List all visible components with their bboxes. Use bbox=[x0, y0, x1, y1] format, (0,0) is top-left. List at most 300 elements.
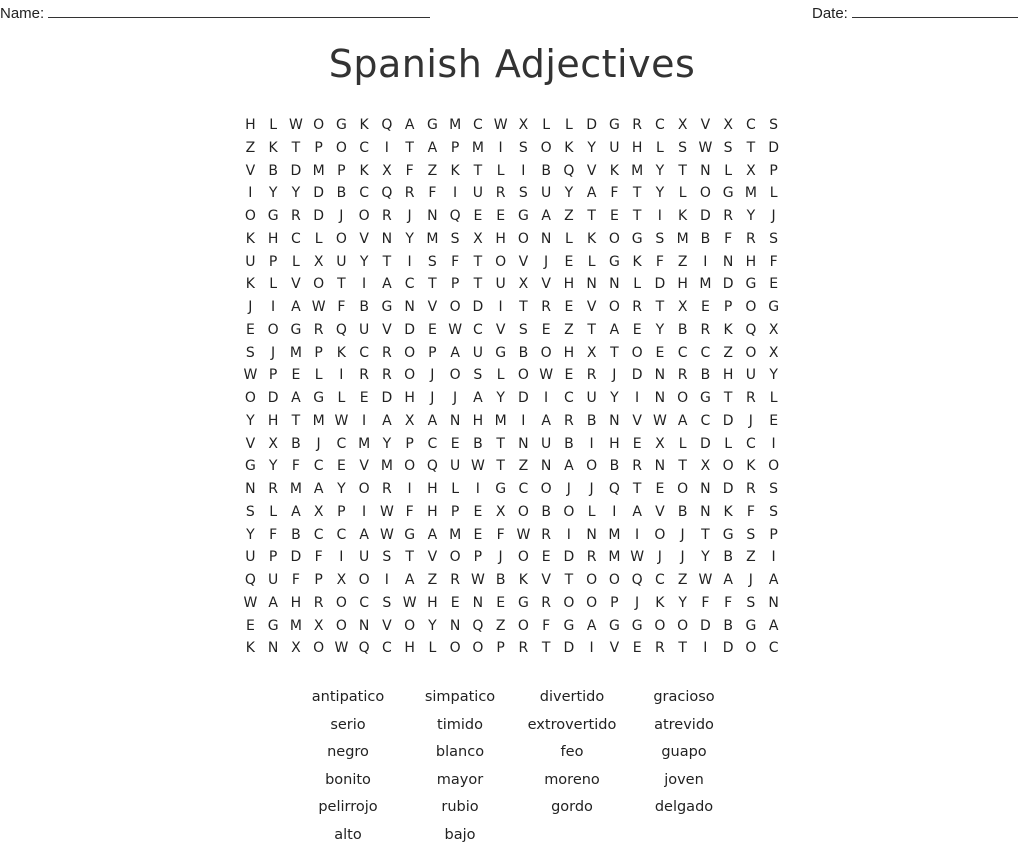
grid-letter: K bbox=[359, 117, 369, 133]
grid-letter: Q bbox=[449, 208, 461, 224]
grid-row bbox=[239, 455, 785, 478]
grid-letter: U bbox=[450, 458, 461, 475]
grid-row bbox=[239, 569, 785, 592]
grid-letter: E bbox=[564, 253, 574, 270]
grid-letter: O bbox=[335, 230, 347, 247]
grid-letter: C bbox=[745, 117, 756, 133]
grid-letter: A bbox=[632, 503, 642, 520]
grid-letter: L bbox=[269, 503, 278, 520]
grid-letter: F bbox=[496, 526, 505, 543]
grid-letter: U bbox=[745, 367, 756, 384]
grid-letter: Y bbox=[655, 185, 665, 202]
grid-letter: D bbox=[699, 208, 711, 224]
grid-letter: L bbox=[496, 367, 505, 384]
grid-letter: C bbox=[359, 344, 370, 361]
grid-letter: Y bbox=[268, 458, 278, 475]
grid-letter: T bbox=[496, 458, 505, 475]
grid-letter: K bbox=[632, 253, 642, 270]
grid-letter: M bbox=[449, 526, 462, 543]
grid-letter: R bbox=[313, 321, 324, 338]
grid-letter: F bbox=[428, 185, 437, 202]
grid-letter: T bbox=[337, 276, 346, 293]
grid-letter: O bbox=[540, 139, 552, 156]
grid-letter: Y bbox=[268, 185, 278, 202]
grid-letter: G bbox=[722, 526, 734, 543]
word-bank-item: gracioso bbox=[653, 689, 715, 705]
grid-letter: I bbox=[544, 390, 549, 406]
grid-letter: O bbox=[358, 572, 370, 588]
grid-letter: P bbox=[405, 435, 414, 452]
grid-letter: S bbox=[723, 139, 733, 156]
grid-letter: Y bbox=[769, 367, 778, 384]
grid-letter: A bbox=[609, 321, 620, 338]
grid-letter: G bbox=[745, 276, 757, 293]
grid-letter: N bbox=[654, 390, 666, 406]
grid-letter: U bbox=[359, 549, 370, 566]
grid-letter: O bbox=[517, 617, 529, 634]
grid-letter: T bbox=[428, 276, 437, 293]
grid-letter: I bbox=[453, 185, 458, 202]
grid-letter: N bbox=[586, 276, 597, 293]
grid-letter: O bbox=[404, 458, 416, 475]
grid-letter: P bbox=[337, 503, 346, 520]
grid-letter: G bbox=[517, 594, 529, 611]
grid-letter: V bbox=[586, 162, 597, 179]
grid-letter: H bbox=[245, 117, 256, 133]
grid-letter: O bbox=[608, 299, 620, 315]
grid-letter: T bbox=[473, 162, 483, 179]
grid-row bbox=[239, 501, 785, 524]
grid-letter: B bbox=[586, 412, 597, 429]
grid-letter: F bbox=[701, 594, 710, 611]
grid-letter: R bbox=[541, 526, 551, 543]
grid-letter: F bbox=[269, 526, 278, 543]
grid-letter: R bbox=[723, 208, 733, 224]
grid-letter: T bbox=[587, 208, 596, 224]
grid-row bbox=[239, 251, 785, 274]
grid-letter: B bbox=[723, 549, 733, 566]
grid-letter: S bbox=[382, 549, 392, 566]
grid-letter: Z bbox=[518, 458, 529, 475]
grid-letter: Y bbox=[246, 526, 255, 543]
grid-letter: O bbox=[472, 640, 484, 657]
date-blank-line bbox=[852, 3, 1018, 18]
grid-letter: T bbox=[541, 640, 551, 657]
grid-letter: B bbox=[291, 435, 301, 452]
grid-letter: S bbox=[655, 230, 665, 247]
grid-letter: M bbox=[312, 412, 325, 429]
grid-letter: N bbox=[700, 162, 711, 179]
grid-letter: F bbox=[314, 549, 323, 566]
grid-letter: O bbox=[313, 117, 325, 133]
grid-letter: F bbox=[746, 503, 755, 520]
grid-letter: S bbox=[518, 321, 528, 338]
word-bank-item: joven bbox=[664, 771, 704, 788]
grid-letter: M bbox=[744, 185, 757, 202]
grid-letter: W bbox=[698, 572, 713, 588]
grid-letter: I bbox=[635, 526, 640, 543]
grid-letter: K bbox=[678, 208, 688, 224]
grid-letter: W bbox=[243, 367, 258, 384]
grid-letter: K bbox=[587, 230, 597, 247]
grid-letter: O bbox=[540, 344, 552, 361]
grid-letter: F bbox=[542, 617, 551, 634]
grid-letter: B bbox=[268, 162, 278, 179]
grid-letter: Q bbox=[608, 481, 620, 497]
grid-letter: I bbox=[771, 435, 776, 452]
grid-row bbox=[239, 205, 785, 228]
grid-letter: J bbox=[680, 549, 685, 566]
word-bank-item: rubio bbox=[441, 799, 479, 815]
grid-letter: Y bbox=[382, 435, 392, 452]
grid-letter: Q bbox=[426, 458, 438, 475]
grid-letter: O bbox=[586, 594, 598, 611]
grid-letter: H bbox=[495, 230, 506, 247]
grid-letter: Z bbox=[677, 572, 688, 588]
grid-letter: N bbox=[404, 299, 415, 315]
grid-letter: P bbox=[268, 549, 278, 566]
grid-letter: N bbox=[449, 412, 461, 429]
grid-letter: W bbox=[698, 139, 713, 156]
grid-letter: D bbox=[517, 390, 529, 406]
grid-letter: T bbox=[405, 549, 414, 566]
grid-letter: U bbox=[336, 253, 347, 270]
grid-letter: O bbox=[722, 458, 734, 475]
grid-letter: C bbox=[336, 435, 347, 452]
grid-letter: O bbox=[654, 526, 666, 543]
grid-row bbox=[239, 296, 785, 319]
grid-letter: X bbox=[518, 276, 529, 293]
grid-letter: O bbox=[608, 572, 620, 588]
grid-letter: O bbox=[654, 617, 666, 634]
grid-letter: I bbox=[475, 481, 480, 497]
grid-letter: E bbox=[769, 276, 779, 293]
grid-letter: V bbox=[586, 299, 597, 315]
grid-letter: A bbox=[723, 572, 733, 588]
grid-letter: I bbox=[339, 367, 344, 384]
grid-letter: F bbox=[451, 253, 460, 270]
grid-letter: J bbox=[248, 299, 253, 315]
grid-letter: D bbox=[290, 549, 302, 566]
grid-letter: V bbox=[359, 458, 369, 475]
grid-letter: P bbox=[450, 503, 460, 520]
grid-letter: N bbox=[518, 435, 529, 452]
grid-letter: M bbox=[699, 276, 712, 293]
grid-letter: W bbox=[652, 412, 667, 429]
grid-letter: L bbox=[314, 230, 323, 247]
grid-letter: U bbox=[359, 321, 370, 338]
grid-letter: V bbox=[427, 299, 438, 315]
grid-letter: K bbox=[245, 276, 255, 293]
grid-letter: E bbox=[473, 526, 483, 543]
grid-letter: E bbox=[541, 321, 551, 338]
grid-letter: D bbox=[381, 390, 393, 406]
grid-letter: N bbox=[358, 617, 370, 634]
grid-letter: E bbox=[655, 344, 665, 361]
grid-letter: B bbox=[609, 458, 620, 475]
grid-letter: C bbox=[677, 344, 688, 361]
grid-letter: R bbox=[382, 367, 392, 384]
grid-letter: R bbox=[632, 117, 642, 133]
grid-letter: R bbox=[450, 572, 460, 588]
grid-letter: D bbox=[631, 367, 643, 384]
grid-letter: I bbox=[248, 185, 253, 202]
grid-letter: H bbox=[290, 594, 302, 611]
grid-letter: W bbox=[288, 117, 303, 133]
grid-letter: T bbox=[564, 572, 574, 588]
grid-letter: A bbox=[404, 572, 415, 588]
grid-letter: B bbox=[291, 526, 301, 543]
grid-letter: D bbox=[472, 299, 484, 315]
grid-letter: L bbox=[678, 185, 687, 202]
grid-letter: F bbox=[291, 572, 300, 588]
grid-row bbox=[239, 364, 785, 387]
grid-letter: Z bbox=[677, 253, 688, 270]
grid-letter: B bbox=[541, 503, 551, 520]
grid-letter: W bbox=[243, 594, 258, 611]
grid-letter: V bbox=[245, 162, 256, 179]
grid-letter: T bbox=[701, 526, 710, 543]
grid-letter: X bbox=[291, 640, 301, 657]
grid-letter: L bbox=[587, 253, 596, 270]
grid-letter: D bbox=[768, 139, 780, 156]
grid-letter: Y bbox=[655, 162, 665, 179]
grid-letter: H bbox=[267, 412, 279, 429]
grid-letter: Y bbox=[291, 185, 301, 202]
grid-letter: G bbox=[335, 117, 347, 133]
grid-letter: A bbox=[586, 617, 597, 634]
grid-letter: Q bbox=[381, 185, 393, 202]
grid-letter: J bbox=[566, 481, 571, 497]
grid-letter: E bbox=[632, 321, 642, 338]
grid-letter: D bbox=[267, 390, 279, 406]
grid-row bbox=[239, 273, 785, 296]
grid-letter: O bbox=[677, 390, 689, 406]
grid-letter: C bbox=[290, 230, 301, 247]
word-bank-item: blanco bbox=[435, 744, 485, 760]
grid-letter: R bbox=[541, 299, 551, 315]
grid-letter: O bbox=[335, 617, 347, 634]
grid-letter: A bbox=[473, 390, 483, 406]
grid-letter: H bbox=[563, 344, 575, 361]
grid-letter: U bbox=[245, 253, 256, 270]
grid-letter: W bbox=[379, 503, 394, 520]
grid-letter: X bbox=[382, 162, 392, 179]
grid-letter: S bbox=[245, 503, 255, 520]
word-bank-item: atrevido bbox=[654, 716, 714, 733]
grid-letter: D bbox=[313, 185, 325, 202]
grid-letter: V bbox=[382, 321, 392, 338]
grid-letter: C bbox=[359, 594, 370, 611]
grid-letter: O bbox=[358, 208, 370, 224]
grid-letter: E bbox=[564, 299, 574, 315]
grid-letter: G bbox=[745, 617, 757, 634]
grid-letter: Y bbox=[428, 617, 437, 634]
grid-letter: O bbox=[631, 344, 643, 361]
grid-letter: B bbox=[541, 162, 551, 179]
grid-letter: U bbox=[245, 549, 256, 566]
grid-letter: Y bbox=[701, 549, 710, 566]
grid-letter: I bbox=[362, 276, 367, 293]
grid-letter: V bbox=[427, 549, 438, 566]
grid-letter: T bbox=[746, 139, 756, 156]
grid-letter: Z bbox=[746, 549, 756, 566]
grid-letter: H bbox=[267, 230, 279, 247]
grid-letter: V bbox=[632, 412, 642, 429]
grid-letter: G bbox=[290, 321, 302, 338]
grid-letter: P bbox=[337, 162, 346, 179]
grid-letter: X bbox=[768, 344, 779, 361]
grid-letter: Q bbox=[358, 640, 370, 657]
grid-row bbox=[239, 387, 785, 410]
grid-letter: X bbox=[313, 617, 324, 634]
grid-letter: K bbox=[359, 162, 369, 179]
grid-letter: X bbox=[723, 117, 733, 133]
grid-letter: R bbox=[632, 458, 642, 475]
word-bank-item: alto bbox=[334, 826, 362, 843]
grid-letter: L bbox=[724, 435, 733, 452]
grid-letter: U bbox=[472, 344, 483, 361]
grid-letter: S bbox=[382, 594, 392, 611]
grid-letter: Z bbox=[564, 321, 574, 338]
grid-row bbox=[239, 524, 785, 547]
grid-letter: B bbox=[473, 435, 483, 452]
grid-letter: C bbox=[359, 185, 370, 202]
grid-letter: I bbox=[384, 139, 389, 156]
grid-letter: E bbox=[450, 594, 460, 611]
grid-letter: E bbox=[496, 594, 506, 611]
grid-letter: O bbox=[335, 139, 347, 156]
grid-letter: C bbox=[427, 435, 438, 452]
grid-letter: T bbox=[496, 435, 505, 452]
grid-letter: A bbox=[564, 458, 574, 475]
grid-letter: R bbox=[518, 640, 529, 657]
grid-letter: V bbox=[700, 117, 711, 133]
word-bank-item: timido bbox=[437, 716, 483, 733]
grid-letter: Q bbox=[244, 572, 256, 588]
grid-row bbox=[239, 637, 785, 660]
grid-letter: M bbox=[426, 230, 439, 247]
grid-letter: A bbox=[427, 412, 438, 429]
grid-letter: H bbox=[404, 640, 415, 657]
grid-letter: S bbox=[678, 139, 688, 156]
grid-letter: L bbox=[337, 390, 346, 406]
grid-letter: H bbox=[427, 594, 438, 611]
grid-letter: M bbox=[608, 549, 621, 566]
grid-letter: T bbox=[382, 253, 392, 270]
grid-letter: S bbox=[518, 185, 528, 202]
grid-letter: P bbox=[450, 139, 460, 156]
grid-letter: W bbox=[470, 458, 485, 475]
grid-letter: R bbox=[746, 390, 756, 406]
grid-letter: L bbox=[542, 117, 551, 133]
grid-letter: J bbox=[680, 526, 685, 543]
grid-letter: L bbox=[633, 276, 642, 293]
grid-letter: O bbox=[495, 253, 507, 270]
grid-letter: M bbox=[494, 412, 507, 429]
grid-letter: Q bbox=[335, 321, 347, 338]
grid-letter: R bbox=[495, 185, 506, 202]
grid-letter: O bbox=[449, 299, 461, 315]
grid-letter: A bbox=[427, 526, 438, 543]
word-bank-item: bajo bbox=[444, 826, 476, 843]
grid-letter: N bbox=[245, 481, 256, 497]
grid-letter: E bbox=[291, 367, 301, 384]
grid-letter: A bbox=[768, 572, 779, 588]
grid-letter: M bbox=[289, 617, 302, 634]
grid-letter: I bbox=[384, 572, 389, 588]
grid-letter: D bbox=[404, 321, 416, 338]
grid-letter: G bbox=[631, 617, 643, 634]
grid-letter: U bbox=[586, 390, 597, 406]
grid-letter: J bbox=[748, 572, 753, 588]
grid-letter: E bbox=[450, 435, 460, 452]
grid-letter: H bbox=[677, 276, 688, 293]
grid-letter: E bbox=[496, 208, 506, 224]
grid-letter: P bbox=[610, 594, 619, 611]
grid-letter: J bbox=[612, 367, 617, 384]
grid-letter: N bbox=[267, 640, 279, 657]
grid-letter: B bbox=[677, 503, 688, 520]
grid-letter: I bbox=[635, 390, 640, 406]
grid-letter: J bbox=[657, 549, 662, 566]
grid-letter: O bbox=[404, 367, 416, 384]
grid-letter: O bbox=[745, 299, 757, 315]
grid-letter: N bbox=[654, 367, 666, 384]
word-bank-item: extrovertido bbox=[527, 716, 617, 733]
grid-letter: W bbox=[470, 572, 485, 588]
grid-letter: N bbox=[449, 617, 461, 634]
grid-letter: R bbox=[655, 640, 665, 657]
grid-letter: G bbox=[495, 344, 507, 361]
grid-letter: A bbox=[677, 412, 688, 429]
word-bank-item: serio bbox=[330, 716, 366, 733]
grid-letter: Q bbox=[631, 572, 643, 588]
grid-letter: E bbox=[473, 503, 483, 520]
grid-letter: A bbox=[268, 594, 278, 611]
grid-letter: E bbox=[700, 299, 710, 315]
grid-letter: T bbox=[632, 185, 642, 202]
grid-letter: R bbox=[268, 481, 278, 497]
grid-letter: P bbox=[450, 276, 460, 293]
grid-letter: D bbox=[586, 117, 598, 133]
grid-letter: T bbox=[291, 412, 301, 429]
grid-letter: N bbox=[654, 458, 666, 475]
grid-letter: J bbox=[316, 435, 321, 452]
grid-letter: J bbox=[271, 344, 276, 361]
grid-letter: I bbox=[612, 503, 617, 520]
grid-letter: N bbox=[609, 412, 620, 429]
grid-letter: R bbox=[586, 549, 597, 566]
grid-letter: R bbox=[746, 481, 756, 497]
name-blank-line bbox=[48, 3, 430, 18]
grid-letter: C bbox=[359, 139, 370, 156]
grid-letter: M bbox=[676, 230, 689, 247]
grid-letter: E bbox=[473, 208, 483, 224]
grid-letter: J bbox=[430, 367, 435, 384]
grid-letter: P bbox=[314, 139, 323, 156]
word-bank-item: feo bbox=[560, 744, 584, 760]
word-bank bbox=[292, 686, 740, 846]
grid-letter: L bbox=[655, 139, 664, 156]
grid-letter: I bbox=[521, 412, 526, 429]
grid-letter: L bbox=[769, 185, 778, 202]
grid-letter: C bbox=[518, 481, 529, 497]
grid-letter: R bbox=[564, 412, 574, 429]
grid-letter: Y bbox=[655, 321, 665, 338]
grid-letter: L bbox=[451, 481, 460, 497]
grid-letter: I bbox=[362, 503, 367, 520]
